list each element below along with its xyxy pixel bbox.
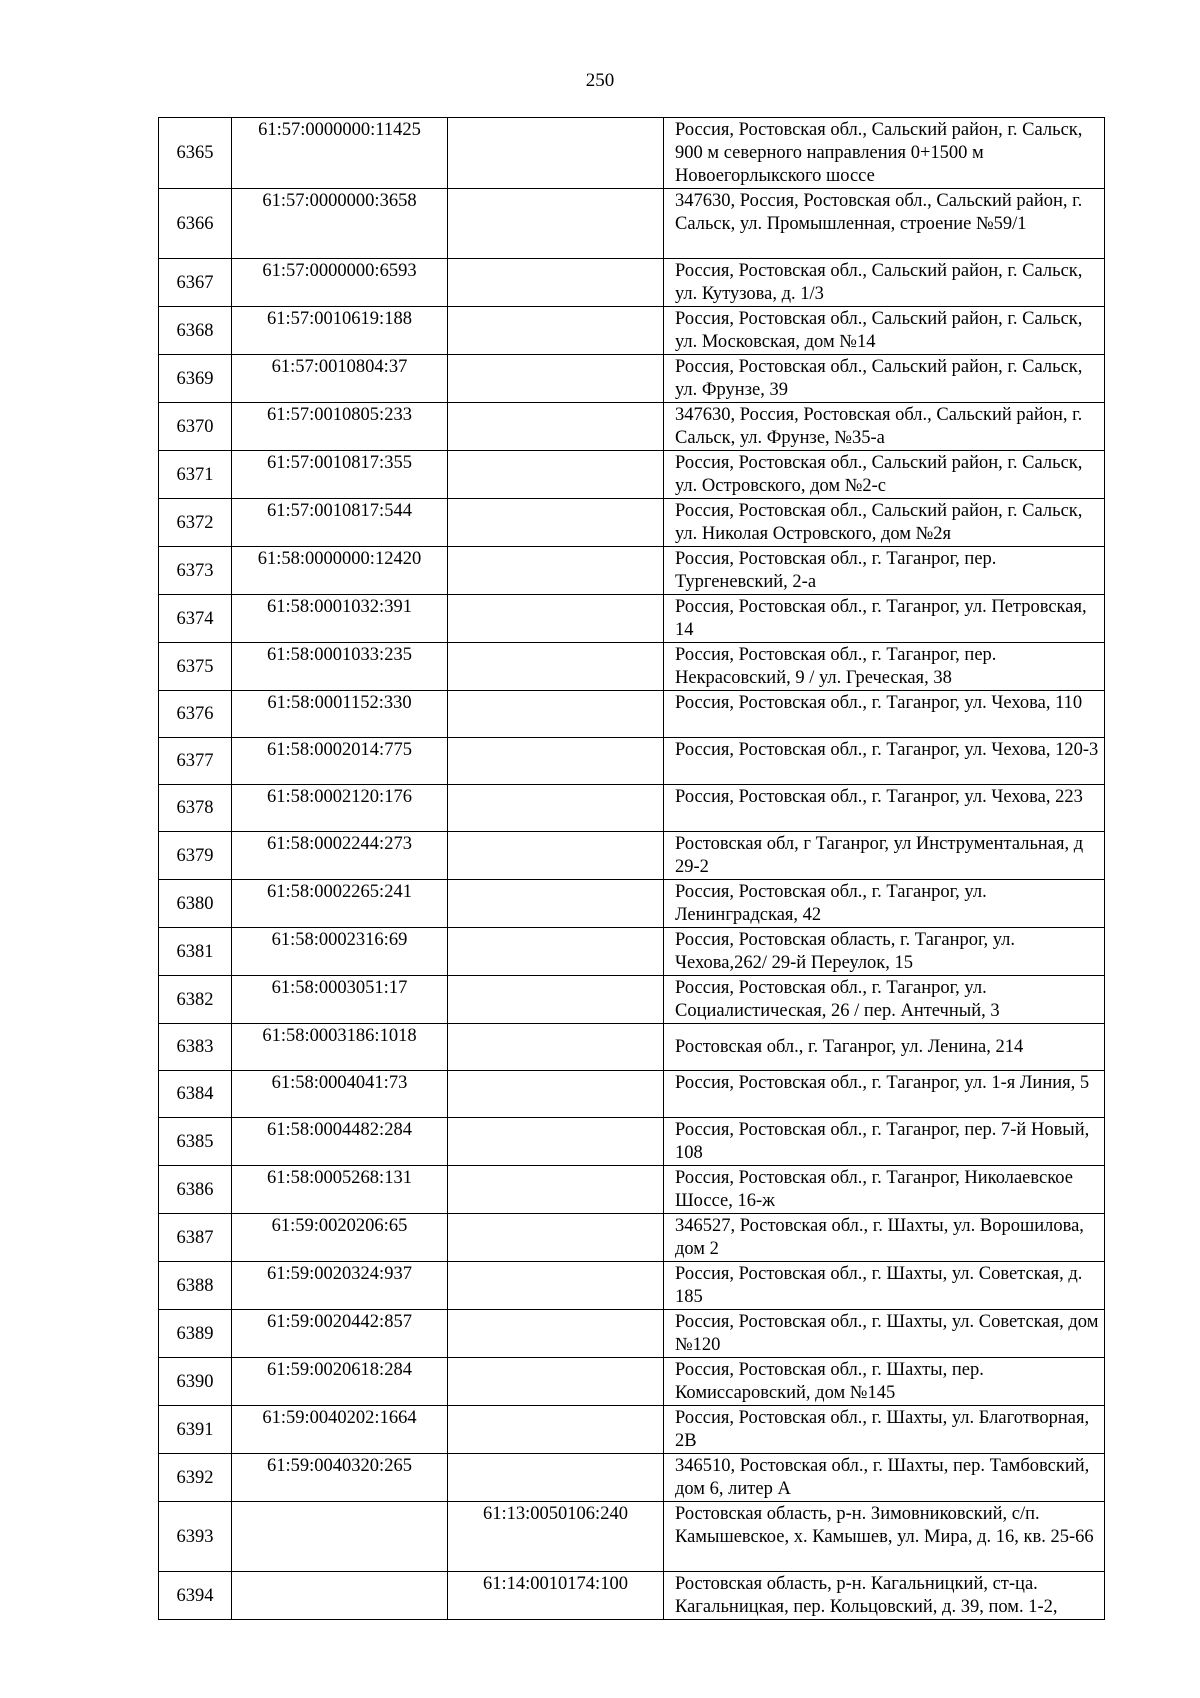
- row-number: 6382: [159, 976, 232, 1024]
- cadastral-number: 61:58:0002120:176: [232, 785, 448, 832]
- cadastral-number-building: [448, 547, 664, 595]
- row-number: 6371: [159, 451, 232, 499]
- table-row: [159, 1262, 1105, 1310]
- address: Россия, Ростовская обл., г. Таганрог, пер. Тургеневский, 2-а: [664, 547, 1105, 595]
- address: Ростовская обл., г. Таганрог, ул. Ленина, 214: [664, 1024, 1105, 1071]
- table-row: [159, 1214, 1105, 1262]
- table-row: [159, 691, 1105, 738]
- row-number: 6373: [159, 547, 232, 595]
- table-row: [159, 643, 1105, 691]
- address: Россия, Ростовская обл., г. Таганрог, ул. Ленинградская, 42: [664, 880, 1105, 928]
- cadastral-number-building: [448, 1071, 664, 1118]
- address: Россия, Ростовская область, г. Таганрог, ул. Чехова,262/ 29-й Переулок, 15: [664, 928, 1105, 976]
- table-row: [159, 1572, 1105, 1620]
- table-row: [159, 1024, 1105, 1071]
- cadastral-number-building: [448, 1358, 664, 1406]
- row-number: 6385: [159, 1118, 232, 1166]
- table-row: [159, 1071, 1105, 1118]
- table-row: [159, 1358, 1105, 1406]
- row-number: 6393: [159, 1502, 232, 1572]
- row-number: 6368: [159, 307, 232, 355]
- cadastral-number: 61:57:0000000:6593: [232, 259, 448, 307]
- table-row: [159, 1454, 1105, 1502]
- registry-table-body: [159, 118, 1105, 1620]
- row-number: 6394: [159, 1572, 232, 1620]
- address: Россия, Ростовская обл., г. Шахты, пер. Комиссаровский, дом №145: [664, 1358, 1105, 1406]
- cadastral-number-building: [448, 1406, 664, 1454]
- cadastral-number: 61:58:0001152:330: [232, 691, 448, 738]
- table-row: [159, 547, 1105, 595]
- cadastral-number: 61:59:0040202:1664: [232, 1406, 448, 1454]
- table-row: [159, 976, 1105, 1024]
- table-row: [159, 259, 1105, 307]
- cadastral-number: [232, 1502, 448, 1572]
- address: Россия, Ростовская обл., Сальский район, г. Сальск, ул. Островского, дом №2-с: [664, 451, 1105, 499]
- address: Россия, Ростовская обл., г. Шахты, ул. Советская, д. 185: [664, 1262, 1105, 1310]
- page-number: 250: [585, 70, 615, 91]
- cadastral-number: 61:57:0010817:355: [232, 451, 448, 499]
- row-number: 6378: [159, 785, 232, 832]
- cadastral-number: 61:57:0000000:11425: [232, 118, 448, 189]
- cadastral-number: 61:58:0003186:1018: [232, 1024, 448, 1071]
- cadastral-number: 61:58:0004041:73: [232, 1071, 448, 1118]
- cadastral-number-building: [448, 499, 664, 547]
- row-number: 6383: [159, 1024, 232, 1071]
- address: Россия, Ростовская обл., г. Таганрог, ул. Чехова, 120-3: [664, 738, 1105, 785]
- cadastral-number: 61:58:0002244:273: [232, 832, 448, 880]
- cadastral-number: 61:57:0010817:544: [232, 499, 448, 547]
- cadastral-number-building: [448, 880, 664, 928]
- row-number: 6379: [159, 832, 232, 880]
- row-number: 6381: [159, 928, 232, 976]
- table-row: [159, 355, 1105, 403]
- cadastral-number: 61:57:0010805:233: [232, 403, 448, 451]
- cadastral-number-building: [448, 1118, 664, 1166]
- row-number: 6370: [159, 403, 232, 451]
- cadastral-number: 61:59:0020206:65: [232, 1214, 448, 1262]
- row-number: 6377: [159, 738, 232, 785]
- cadastral-number-building: 61:13:0050106:240: [448, 1502, 664, 1572]
- cadastral-number-building: [448, 1166, 664, 1214]
- row-number: 6369: [159, 355, 232, 403]
- row-number: 6384: [159, 1071, 232, 1118]
- cadastral-number-building: [448, 451, 664, 499]
- address: Россия, Ростовская обл., г. Таганрог, ул. Чехова, 110: [664, 691, 1105, 738]
- row-number: 6365: [159, 118, 232, 189]
- table-row: [159, 1310, 1105, 1358]
- row-number: 6391: [159, 1406, 232, 1454]
- cadastral-number-building: [448, 403, 664, 451]
- cadastral-number: 61:58:0004482:284: [232, 1118, 448, 1166]
- table-row: [159, 1406, 1105, 1454]
- address: Россия, Ростовская обл., г. Шахты, ул. Советская, дом №120: [664, 1310, 1105, 1358]
- cadastral-number: 61:58:0005268:131: [232, 1166, 448, 1214]
- cadastral-number-building: [448, 1214, 664, 1262]
- cadastral-number-building: [448, 643, 664, 691]
- address: Россия, Ростовская обл., Сальский район, г. Сальск, 900 м северного направления 0+1500 м Новоегорлыкского шоссе: [664, 118, 1105, 189]
- cadastral-number-building: [448, 738, 664, 785]
- table-row: [159, 403, 1105, 451]
- cadastral-number: 61:58:0002014:775: [232, 738, 448, 785]
- address: Россия, Ростовская обл., г. Таганрог, ул. 1-я Линия, 5: [664, 1071, 1105, 1118]
- row-number: 6392: [159, 1454, 232, 1502]
- row-number: 6372: [159, 499, 232, 547]
- cadastral-number-building: [448, 1024, 664, 1071]
- table-row: [159, 1502, 1105, 1572]
- cadastral-number-building: [448, 976, 664, 1024]
- cadastral-number: 61:58:0001032:391: [232, 595, 448, 643]
- row-number: 6375: [159, 643, 232, 691]
- address: Ростовская обл, г Таганрог, ул Инструментальная, д 29-2: [664, 832, 1105, 880]
- address: Ростовская область, р-н. Зимовниковский, с/п. Камышевское, х. Камышев, ул. Мира, д. 16, кв. 25-66: [664, 1502, 1105, 1572]
- cadastral-number: 61:59:0020442:857: [232, 1310, 448, 1358]
- table-row: [159, 189, 1105, 259]
- cadastral-number-building: [448, 1454, 664, 1502]
- cadastral-number-building: [448, 595, 664, 643]
- row-number: 6374: [159, 595, 232, 643]
- address: Россия, Ростовская обл., г. Таганрог, ул. Социалистическая, 26 / пер. Антечный, 3: [664, 976, 1105, 1024]
- row-number: 6386: [159, 1166, 232, 1214]
- address: 347630, Россия, Ростовская обл., Сальский район, г. Сальск, ул. Фрунзе, №35-а: [664, 403, 1105, 451]
- address: Россия, Ростовская обл., г. Таганрог, ул. Чехова, 223: [664, 785, 1105, 832]
- address: 346510, Ростовская обл., г. Шахты, пер. Тамбовский, дом 6, литер А: [664, 1454, 1105, 1502]
- cadastral-number-building: [448, 1310, 664, 1358]
- table-row: [159, 928, 1105, 976]
- cadastral-number: [232, 1572, 448, 1620]
- cadastral-number: 61:58:0002316:69: [232, 928, 448, 976]
- cadastral-number: 61:57:0010804:37: [232, 355, 448, 403]
- table-row: [159, 451, 1105, 499]
- row-number: 6376: [159, 691, 232, 738]
- cadastral-number: 61:57:0010619:188: [232, 307, 448, 355]
- cadastral-number: 61:58:0000000:12420: [232, 547, 448, 595]
- cadastral-number-building: [448, 189, 664, 259]
- cadastral-number-building: [448, 928, 664, 976]
- row-number: 6387: [159, 1214, 232, 1262]
- cadastral-number: 61:57:0000000:3658: [232, 189, 448, 259]
- table-row: [159, 785, 1105, 832]
- table-row: [159, 1118, 1105, 1166]
- row-number: 6388: [159, 1262, 232, 1310]
- address: Россия, Ростовская обл., г. Таганрог, пер. Некрасовский, 9 / ул. Греческая, 38: [664, 643, 1105, 691]
- address: Россия, Ростовская обл., г. Шахты, ул. Благотворная, 2В: [664, 1406, 1105, 1454]
- cadastral-number-building: [448, 355, 664, 403]
- address: Россия, Ростовская обл., г. Таганрог, ул. Петровская, 14: [664, 595, 1105, 643]
- address: Россия, Ростовская обл., г. Таганрог, пер. 7-й Новый, 108: [664, 1118, 1105, 1166]
- row-number: 6366: [159, 189, 232, 259]
- address: 346527, Ростовская обл., г. Шахты, ул. Ворошилова, дом 2: [664, 1214, 1105, 1262]
- row-number: 6389: [159, 1310, 232, 1358]
- address: Россия, Ростовская обл., г. Таганрог, Николаевское Шоссе, 16-ж: [664, 1166, 1105, 1214]
- table-row: [159, 880, 1105, 928]
- cadastral-number: 61:58:0003051:17: [232, 976, 448, 1024]
- cadastral-number-building: [448, 307, 664, 355]
- table-row: [159, 118, 1105, 189]
- cadastral-number: 61:58:0001033:235: [232, 643, 448, 691]
- table-row: [159, 1166, 1105, 1214]
- address: Ростовская область, р-н. Кагальницкий, ст-ца. Кагальницкая, пер. Кольцовский, д. 39, пом. 1-2,: [664, 1572, 1105, 1620]
- table-row: [159, 832, 1105, 880]
- cadastral-number: 61:59:0020324:937: [232, 1262, 448, 1310]
- cadastral-number-building: [448, 691, 664, 738]
- row-number: 6380: [159, 880, 232, 928]
- row-number: 6390: [159, 1358, 232, 1406]
- table-row: [159, 307, 1105, 355]
- table-row: [159, 595, 1105, 643]
- cadastral-number-building: [448, 1262, 664, 1310]
- address: Россия, Ростовская обл., Сальский район, г. Сальск, ул. Фрунзе, 39: [664, 355, 1105, 403]
- table-row: [159, 499, 1105, 547]
- cadastral-number-building: 61:14:0010174:100: [448, 1572, 664, 1620]
- cadastral-number-building: [448, 832, 664, 880]
- cadastral-number: 61:58:0002265:241: [232, 880, 448, 928]
- address: Россия, Ростовская обл., Сальский район, г. Сальск, ул. Московская, дом №14: [664, 307, 1105, 355]
- cadastral-number: 61:59:0040320:265: [232, 1454, 448, 1502]
- address: Россия, Ростовская обл., Сальский район, г. Сальск, ул. Николая Островского, дом №2я: [664, 499, 1105, 547]
- registry-table: [158, 117, 1105, 1620]
- cadastral-number-building: [448, 785, 664, 832]
- table-row: [159, 738, 1105, 785]
- cadastral-number-building: [448, 259, 664, 307]
- row-number: 6367: [159, 259, 232, 307]
- cadastral-number-building: [448, 118, 664, 189]
- cadastral-number: 61:59:0020618:284: [232, 1358, 448, 1406]
- address: 347630, Россия, Ростовская обл., Сальский район, г. Сальск, ул. Промышленная, строение №59/1: [664, 189, 1105, 259]
- address: Россия, Ростовская обл., Сальский район, г. Сальск, ул. Кутузова, д. 1/3: [664, 259, 1105, 307]
